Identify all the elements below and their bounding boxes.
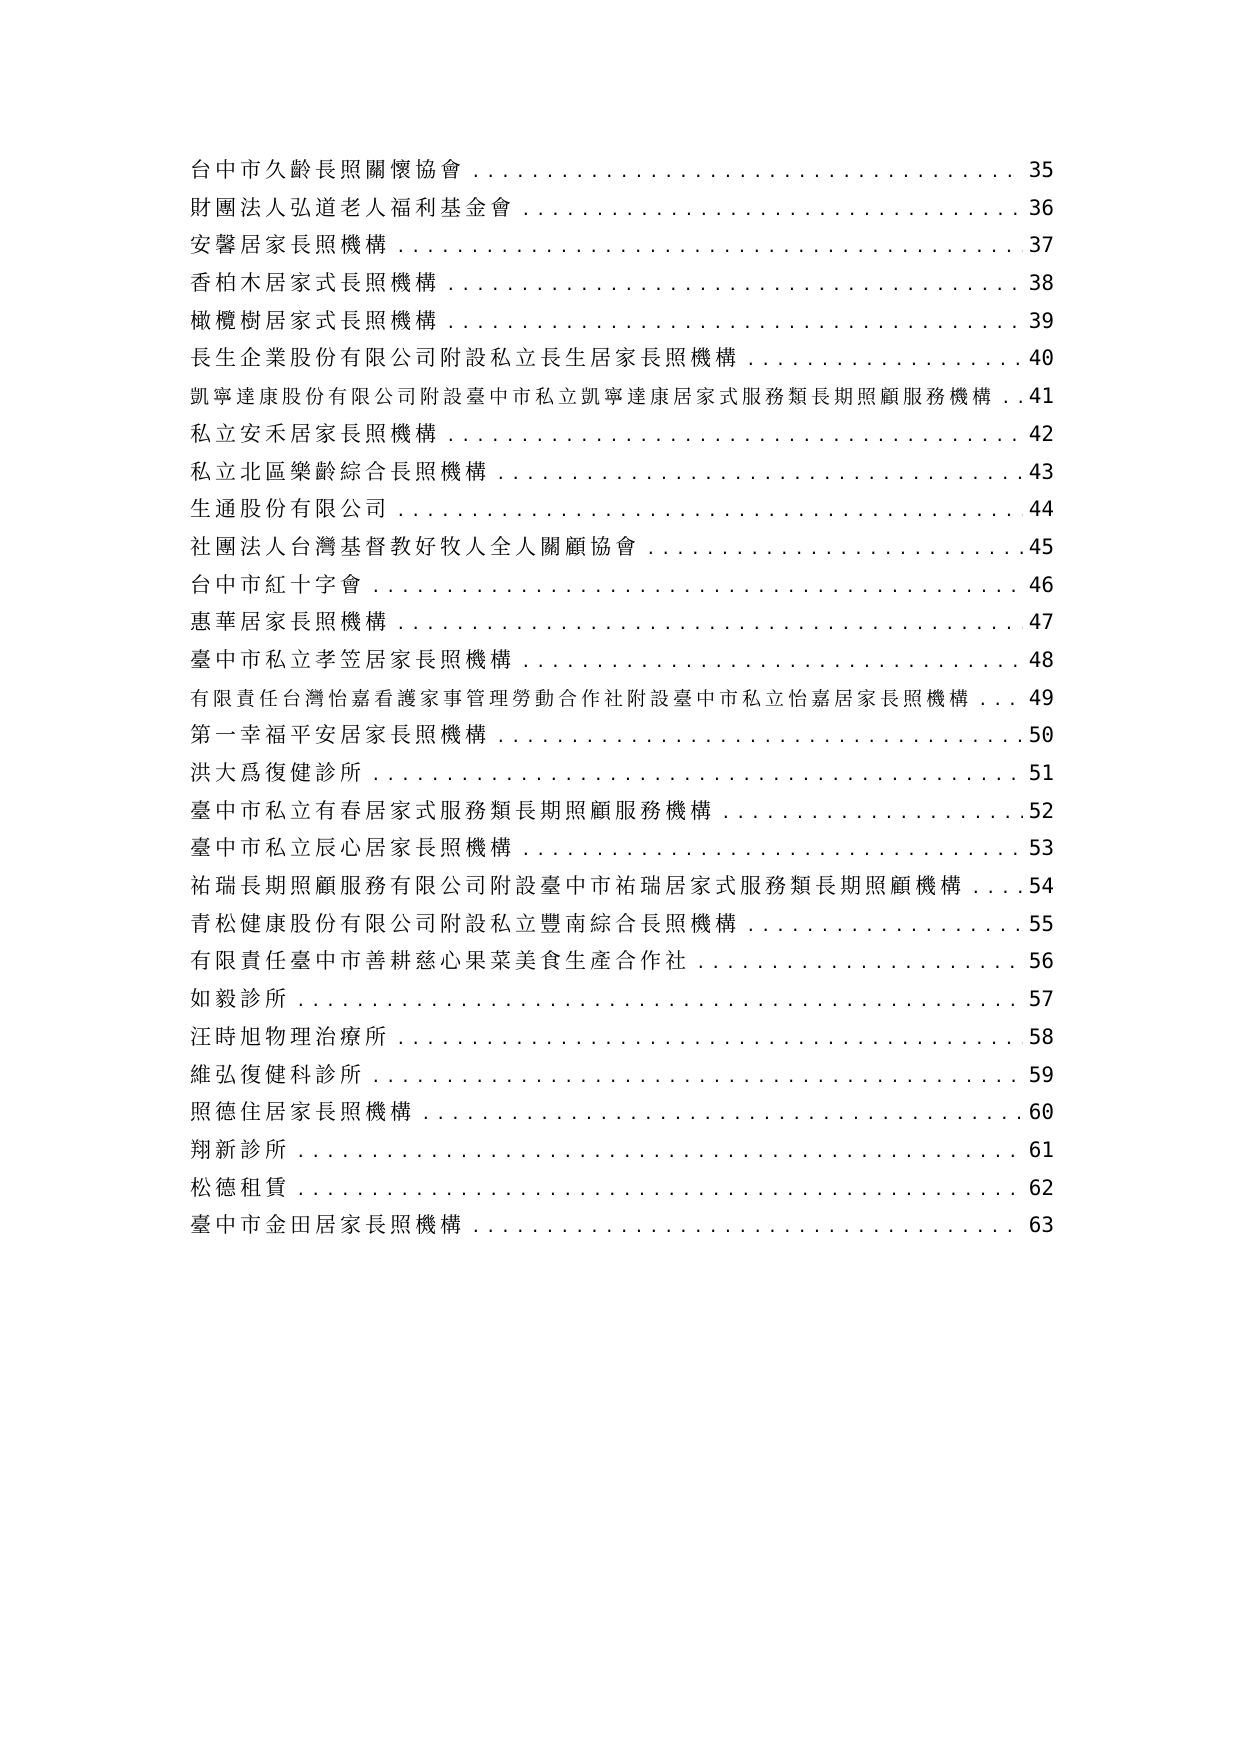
toc-entry[interactable] xyxy=(190,567,1054,605)
toc-entry-title: 香柏木居家式長照機構 xyxy=(190,271,440,296)
toc-entry-title: 惠華居家長照機構 xyxy=(190,610,390,635)
toc-entry-title: 有限責任台灣怡嘉看護家事管理勞動合作社附設臺中市私立怡嘉居家長照機構 xyxy=(190,687,973,710)
toc-leader-dots xyxy=(421,1095,1023,1132)
toc-leader-dots xyxy=(521,191,1023,228)
toc-page-number: 53 xyxy=(1028,836,1054,861)
toc-entry[interactable] xyxy=(190,830,1054,868)
toc-entry[interactable] xyxy=(190,529,1054,567)
toc-entry[interactable] xyxy=(190,642,1054,680)
toc-entry-title: 松德租賃 xyxy=(190,1175,290,1200)
toc-entry[interactable] xyxy=(190,303,1054,341)
toc-page-number: 48 xyxy=(1028,647,1054,672)
toc-entry[interactable] xyxy=(190,378,1054,416)
toc-entry-title: 翔新診所 xyxy=(190,1137,290,1162)
toc-leader-dots xyxy=(1001,379,1023,416)
table-of-contents xyxy=(190,152,1054,1245)
toc-leader-dots xyxy=(396,1020,1023,1057)
toc-page-number: 36 xyxy=(1028,195,1054,220)
toc-page-number: 61 xyxy=(1028,1137,1054,1162)
toc-page-number: 55 xyxy=(1028,911,1054,936)
toc-leader-dots xyxy=(296,982,1023,1019)
toc-entry-title: 私立北區樂齡綜合長照機構 xyxy=(190,459,490,484)
toc-page-number: 62 xyxy=(1028,1175,1054,1200)
toc-entry-title: 臺中市私立辰心居家長照機構 xyxy=(190,836,515,861)
toc-leader-dots xyxy=(296,1171,1023,1208)
toc-entry-title: 祐瑞長期照顧服務有限公司附設臺中市祐瑞居家式服務類長期照顧機構 xyxy=(190,874,965,899)
toc-page-number: 50 xyxy=(1028,723,1054,748)
toc-entry-title: 第一幸福平安居家長照機構 xyxy=(190,723,490,748)
toc-leader-dots xyxy=(446,417,1023,454)
toc-page-number: 46 xyxy=(1028,572,1054,597)
toc-entry[interactable] xyxy=(190,943,1054,981)
toc-entry-title: 臺中市私立有春居家式服務類長期照顧服務機構 xyxy=(190,798,715,823)
toc-entry[interactable] xyxy=(190,491,1054,529)
toc-leader-dots xyxy=(396,492,1023,529)
toc-page-number: 56 xyxy=(1028,949,1054,974)
toc-page-number: 41 xyxy=(1028,384,1054,409)
toc-entry[interactable] xyxy=(190,1019,1054,1057)
toc-leader-dots xyxy=(471,1208,1023,1245)
toc-entry[interactable] xyxy=(190,906,1054,944)
toc-leader-dots xyxy=(521,643,1023,680)
toc-leader-dots xyxy=(371,756,1023,793)
toc-leader-dots xyxy=(396,605,1023,642)
toc-entry[interactable] xyxy=(190,340,1054,378)
toc-page-number: 37 xyxy=(1028,233,1054,258)
toc-page-number: 49 xyxy=(1028,685,1054,710)
toc-page-number: 51 xyxy=(1028,761,1054,785)
toc-entry-title: 青松健康股份有限公司附設私立豐南綜合長照機構 xyxy=(190,911,740,936)
toc-page-number: 57 xyxy=(1028,987,1054,1012)
toc-entry-title: 維弘復健科診所 xyxy=(190,1062,365,1087)
toc-page-number: 42 xyxy=(1028,421,1054,446)
toc-leader-dots xyxy=(721,794,1023,831)
toc-entry-title: 有限責任臺中市善耕慈心果菜美食生產合作社 xyxy=(190,949,690,974)
toc-entry[interactable] xyxy=(190,755,1054,793)
toc-page-number: 43 xyxy=(1028,459,1054,484)
toc-page-number: 54 xyxy=(1028,874,1054,899)
toc-entry[interactable] xyxy=(190,1057,1054,1095)
toc-entry-title: 安馨居家長照機構 xyxy=(190,233,390,258)
toc-leader-dots xyxy=(971,869,1023,906)
toc-entry-title: 凱寧達康股份有限公司附設臺中市私立凱寧達康居家式服務類長期照顧服務機構 xyxy=(190,386,996,409)
toc-entry-title: 長生企業股份有限公司附設私立長生居家長照機構 xyxy=(190,346,740,371)
toc-page-number: 45 xyxy=(1028,534,1054,559)
toc-page-number: 47 xyxy=(1028,610,1054,635)
toc-page-number: 40 xyxy=(1028,346,1054,371)
toc-leader-dots xyxy=(696,944,1023,981)
toc-leader-dots xyxy=(446,304,1023,341)
toc-page-number: 35 xyxy=(1028,158,1054,182)
toc-entry-title: 台中市久齡長照關懷協會 xyxy=(190,158,465,182)
toc-entry-title: 私立安禾居家長照機構 xyxy=(190,421,440,446)
toc-entry[interactable] xyxy=(190,190,1054,228)
toc-entry[interactable] xyxy=(190,604,1054,642)
toc-entry[interactable] xyxy=(190,227,1054,265)
toc-page-number: 44 xyxy=(1028,497,1054,522)
toc-entry[interactable] xyxy=(190,152,1054,190)
toc-entry-title: 生通股份有限公司 xyxy=(190,497,390,522)
toc-leader-dots xyxy=(646,530,1023,567)
toc-leader-dots xyxy=(396,228,1023,265)
toc-entry-title: 社團法人台灣基督教好牧人全人關顧協會 xyxy=(190,534,640,559)
toc-entry-title: 財團法人弘道老人福利基金會 xyxy=(190,195,515,220)
toc-entry[interactable] xyxy=(190,868,1054,906)
toc-entry-title: 洪大爲復健診所 xyxy=(190,761,365,785)
toc-entry-title: 台中市紅十字會 xyxy=(190,572,365,597)
toc-entry-title: 汪時旭物理治療所 xyxy=(190,1024,390,1049)
toc-entry[interactable] xyxy=(190,416,1054,454)
toc-leader-dots xyxy=(296,1133,1023,1170)
toc-entry[interactable] xyxy=(190,265,1054,303)
toc-page-number: 63 xyxy=(1028,1213,1054,1238)
toc-page-number: 58 xyxy=(1028,1024,1054,1049)
toc-page-number: 38 xyxy=(1028,271,1054,296)
toc-entry[interactable] xyxy=(190,1094,1054,1132)
toc-entry-title: 如毅診所 xyxy=(190,987,290,1012)
toc-entry-title: 橄欖樹居家式長照機構 xyxy=(190,308,440,333)
toc-entry[interactable] xyxy=(190,680,1054,718)
toc-entry[interactable] xyxy=(190,454,1054,492)
toc-leader-dots xyxy=(371,568,1023,605)
toc-leader-dots xyxy=(471,153,1023,190)
toc-leader-dots xyxy=(746,341,1023,378)
toc-leader-dots xyxy=(746,907,1023,944)
toc-leader-dots xyxy=(496,455,1023,492)
toc-entry-title: 臺中市私立孝笠居家長照機構 xyxy=(190,647,515,672)
toc-page-number: 39 xyxy=(1028,308,1054,333)
toc-leader-dots xyxy=(371,1058,1023,1095)
toc-leader-dots xyxy=(446,266,1023,303)
toc-entry[interactable] xyxy=(190,717,1054,755)
toc-leader-dots xyxy=(496,718,1023,755)
toc-leader-dots xyxy=(521,831,1023,868)
toc-page-number: 59 xyxy=(1028,1062,1054,1087)
toc-entry[interactable] xyxy=(190,981,1054,1019)
toc-entry[interactable] xyxy=(190,1170,1054,1208)
toc-entry-title: 臺中市金田居家長照機構 xyxy=(190,1213,465,1238)
toc-entry-title: 照德住居家長照機構 xyxy=(190,1100,415,1125)
toc-entry[interactable] xyxy=(190,1207,1054,1245)
toc-page-number: 52 xyxy=(1028,798,1054,823)
toc-leader-dots xyxy=(978,681,1023,718)
toc-page-number: 60 xyxy=(1028,1100,1054,1125)
toc-entry[interactable] xyxy=(190,1132,1054,1170)
toc-entry[interactable] xyxy=(190,793,1054,831)
